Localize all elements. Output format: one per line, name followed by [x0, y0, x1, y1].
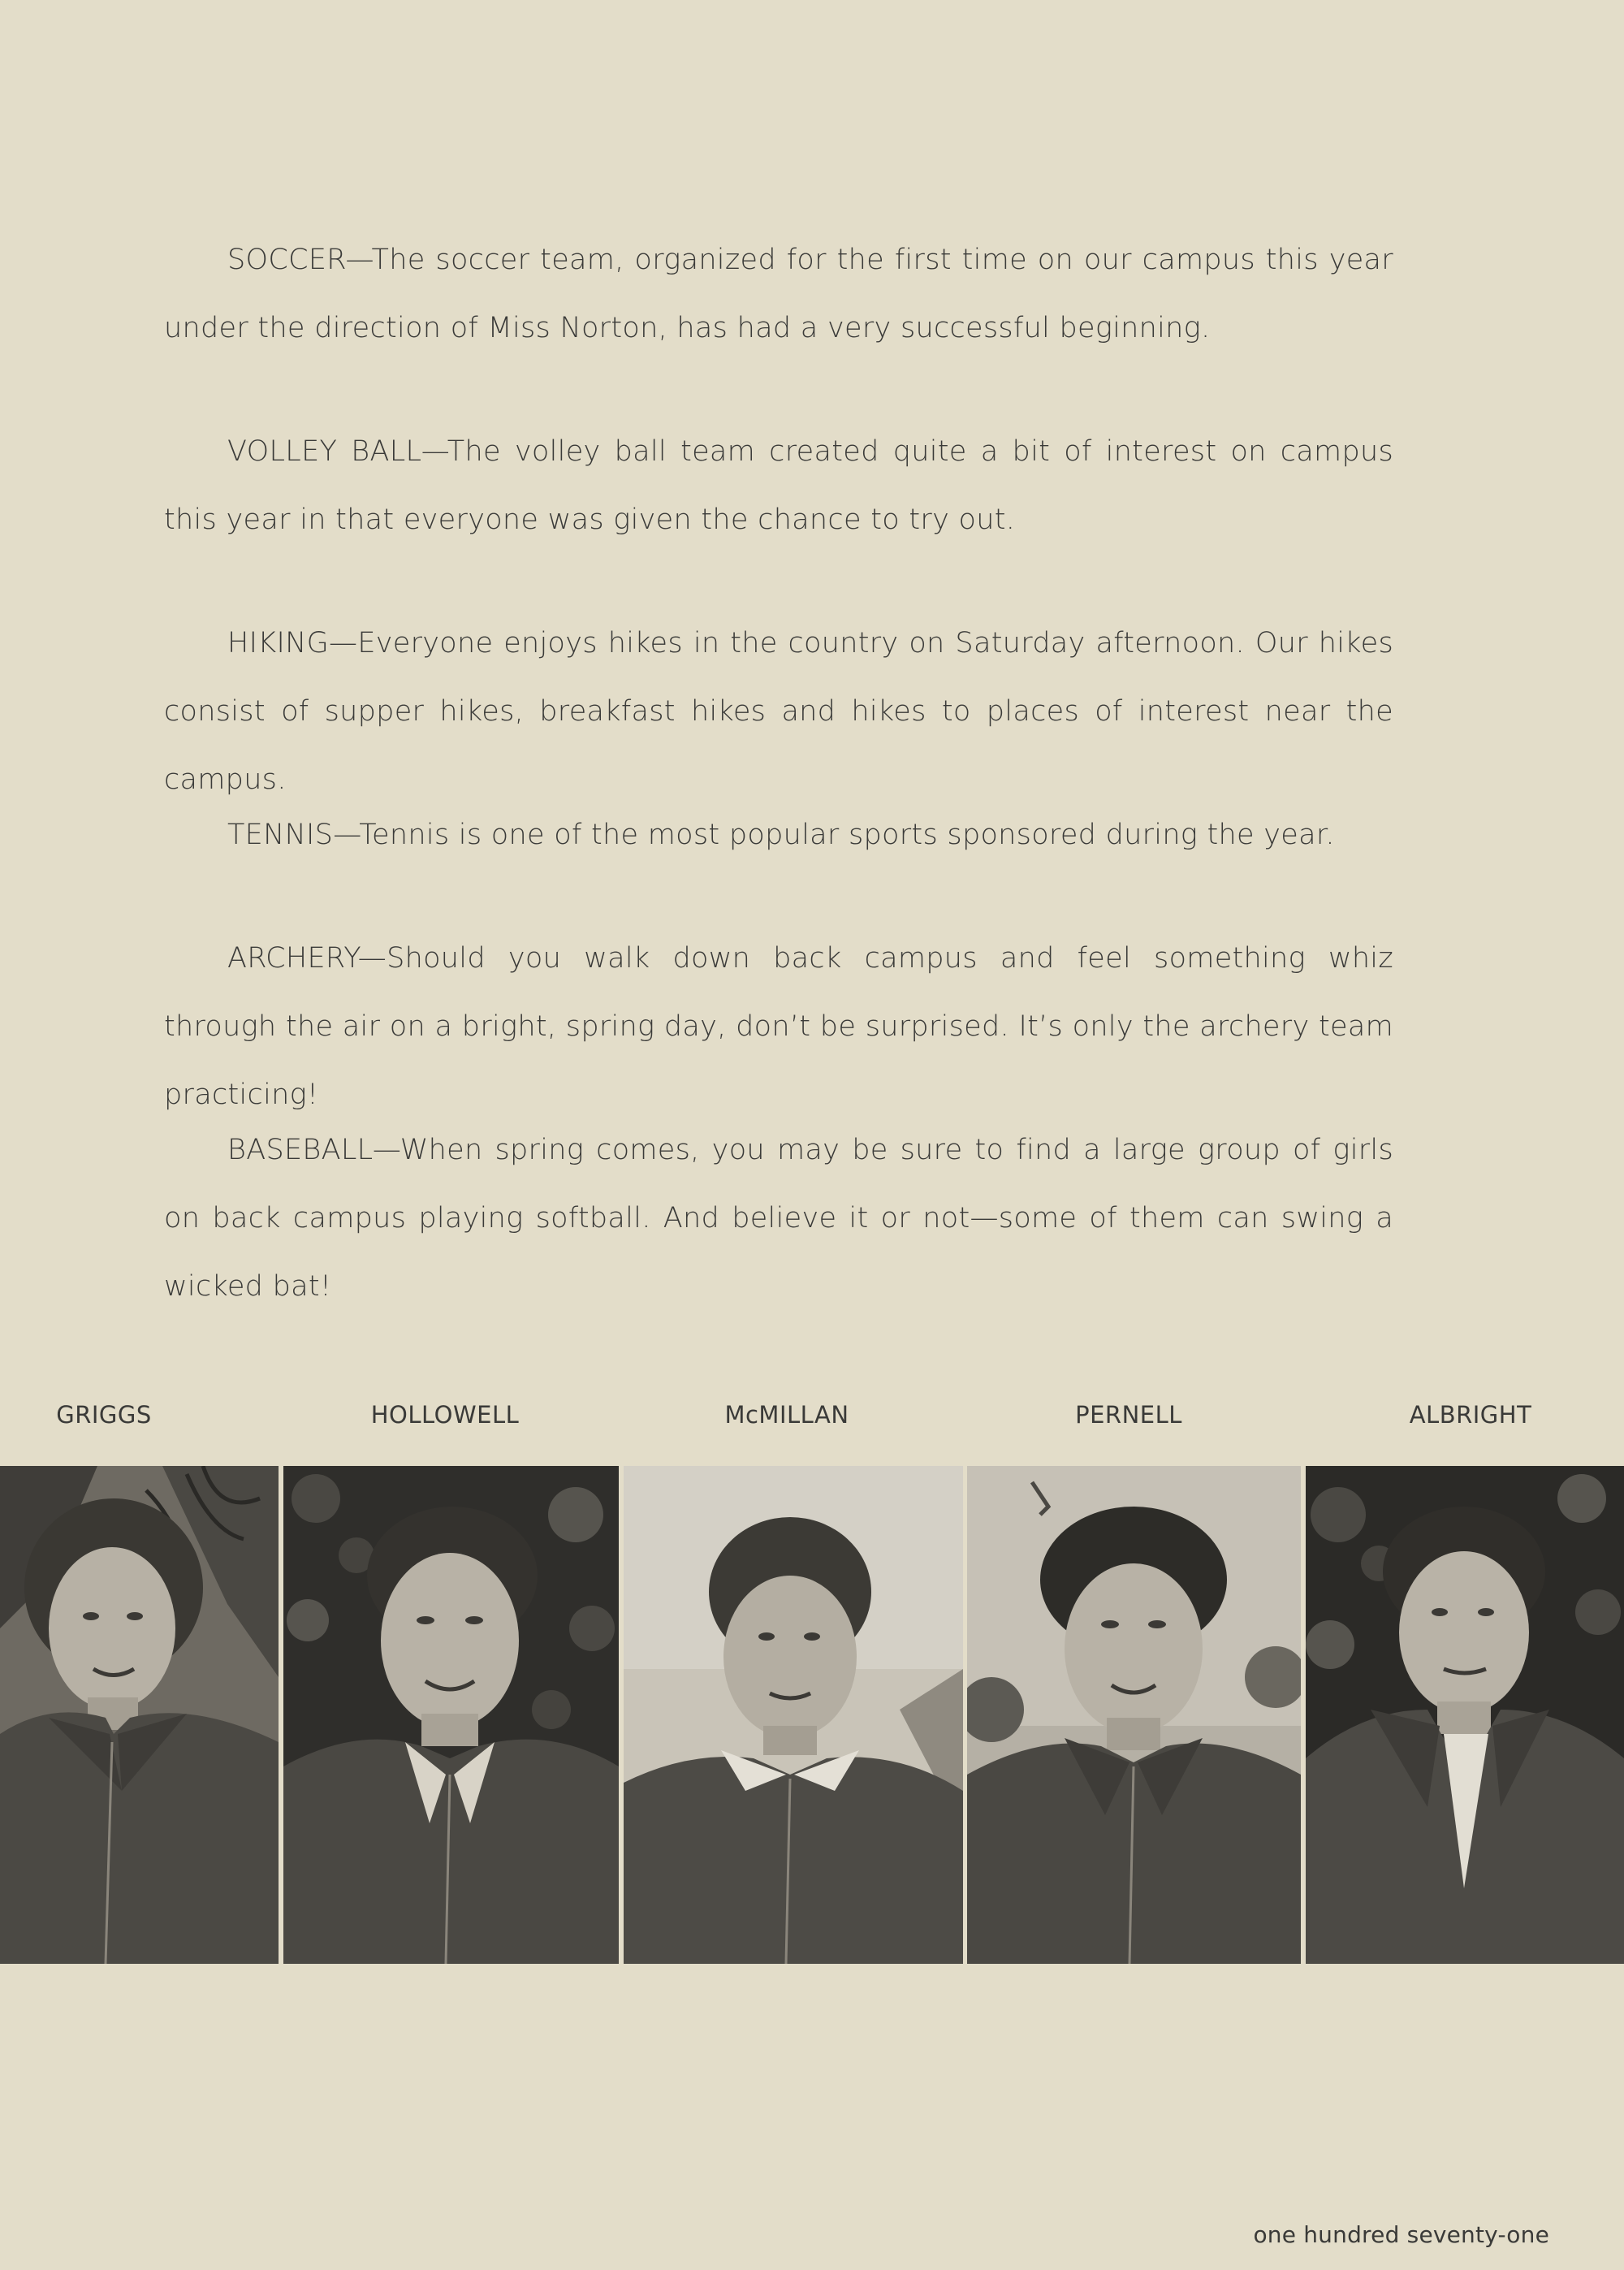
portrait-griggs: [0, 1466, 279, 1964]
caption-mcmillan: McMILLAN: [724, 1401, 849, 1429]
hiking-paragraph: HIKING—Everyone enjoys hikes in the country on Saturday afternoon. Our hikes consist of supper hikes, breakfast hikes and hikes to places of interest near the campus.: [164, 627, 1393, 796]
soccer-paragraph: SOCCER—The soccer team, organized for the first time on our campus this year under the direction of Miss Norton, has had a very successful beginning.: [164, 244, 1393, 344]
volley-ball-paragraph: VOLLEY BALL—The volley ball team created quite a bit of interest on campus this year in that everyone was given the chance to try out.: [164, 435, 1393, 536]
portrait-mcmillan: [624, 1466, 963, 1964]
portrait-pernell: [967, 1466, 1301, 1964]
tennis-paragraph: TENNIS—Tennis is one of the most popular sports sponsored during the year.: [227, 819, 1335, 851]
portrait-strip: [0, 1466, 1624, 1964]
caption-pernell: PERNELL: [1075, 1401, 1182, 1429]
baseball-paragraph: BASEBALL—When spring comes, you may be sure to find a large group of girls on back campus playing softball. And believe it or not—some of them can swing a wicked bat!: [164, 1134, 1393, 1303]
caption-hollowell: HOLLOWELL: [370, 1401, 520, 1429]
photo-captions: [0, 1401, 1624, 1433]
caption-albright: ALBRIGHT: [1409, 1401, 1532, 1429]
portrait-hollowell: [283, 1466, 619, 1964]
page-number: one hundred seventy-one: [1253, 2221, 1549, 2248]
archery-paragraph: ARCHERY—Should you walk down back campus and feel something whiz through the air on a bright, spring day, don’t be surprised. It’s only the archery team practicing!: [164, 942, 1393, 1111]
portrait-albright: [1306, 1466, 1624, 1964]
caption-griggs: GRIGGS: [56, 1401, 152, 1429]
